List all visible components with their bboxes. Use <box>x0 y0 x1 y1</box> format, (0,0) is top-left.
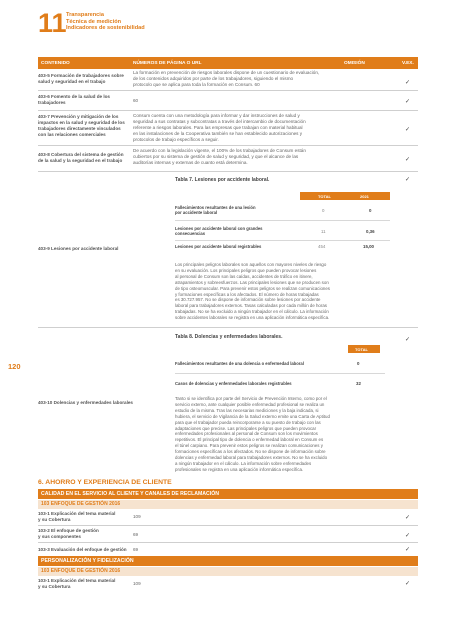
table-7-row-label-line: Fallecimientos resultantes de una lesión <box>175 205 256 210</box>
dolencias-text-line: para que el trabajador pueda reincorporarse a su puesto de trabajo con las <box>175 419 321 425</box>
table-8-header <box>348 345 380 353</box>
check-icon: ✓ <box>405 515 411 521</box>
lesiones-text-line: atrapamientos y sobreesfuerzos. Las principales lesiones que se producen son <box>175 279 329 285</box>
row-label <box>38 152 124 164</box>
row-text <box>133 113 306 143</box>
lesiones-text <box>175 262 330 321</box>
row-divider <box>38 171 418 172</box>
lesiones-text-line: laboral para trabajadores externos. Tasas calculadas por cada millón de horas <box>175 303 327 309</box>
check-icon: ✓ <box>405 177 411 183</box>
row-label-line: 403-6 Fomento de la salud de los <box>38 94 110 99</box>
row-divider <box>38 542 418 543</box>
row-label-line: 103-3 Evaluación del enfoque de gestión <box>38 547 127 552</box>
row-label <box>38 114 125 138</box>
row-text-line: Consum cuenta con una metodología para informar y dar instrucciones de salud y <box>133 113 300 118</box>
row-text-line: La formación en prevención de riesgos laborales dispone de un cuestionario de evaluación, <box>133 70 320 75</box>
section-subband: 103 ENFOQUE DE GESTIÓN 2016 <box>38 567 418 576</box>
table-7-row-label-line: consecuencias <box>175 231 206 237</box>
dolencias-text-line: servicio externo, ante cualquier posible enfermedad profesional se realiza un <box>175 401 325 407</box>
column-header-year: 2021 <box>360 194 369 199</box>
row-divider <box>38 90 418 91</box>
table-7-value: 0 <box>369 208 372 213</box>
row-value: 109 <box>133 581 141 586</box>
dolencias-text-line: el túnel carpiano. Para prevenir estos peligros se realizan comunicaciones y <box>175 443 323 449</box>
row-text <box>133 70 319 88</box>
row-label <box>38 547 127 553</box>
row-text <box>133 148 306 166</box>
table-8-value: 0 <box>357 361 360 366</box>
lesiones-text-line: de tipo osteomuscular. Para prevenir estos peligros se realizan comunicaciones <box>175 285 330 291</box>
check-icon: ✓ <box>405 157 411 163</box>
row-label-line: 403-5 Formación de trabajadores sobre <box>38 73 124 78</box>
dolencias-text-line: estudio de la misma. Tras las necesarias mediciones y la baja indicada, si <box>175 407 319 413</box>
row-label-line: salud y seguridad en el trabajo <box>38 79 106 84</box>
row-label-line: 403-8 Cobertura del sistema de gestión <box>38 152 124 157</box>
lesiones-text-line: trabajadas. No se ha excluido a ningún trabajador en el cálculo. La información <box>175 309 329 315</box>
row-label-line: trabajadores directamente vinculados <box>38 126 121 131</box>
table-8-divider <box>175 373 385 374</box>
row-text-line: protocolos de trabajo específicos a seguir. <box>133 137 219 142</box>
row-text <box>133 98 138 104</box>
row-label-line: 103-1 Explicación del tema material <box>38 578 116 583</box>
lesiones-text-line: sobre accidentes laborales se registra en una aplicación informática específica. <box>175 315 330 321</box>
row-divider <box>38 145 418 146</box>
check-icon: ✓ <box>405 581 411 587</box>
row-text-line: en las instalaciones de la Cooperativa también se han establecido autorizaciones y <box>133 131 303 136</box>
table-8-title: Tabla 8. Dolencias y enfermedades laborales. <box>175 334 283 340</box>
column-header-paginas: NÚMEROS DE PÁGINA O URL <box>133 60 202 66</box>
row-label-line: y su Cobertura <box>38 517 71 522</box>
dolencias-text-line: Tanto si se identifica por parte del Servicio de Prevención Interno, como por el <box>175 396 327 401</box>
row-divider <box>38 110 418 111</box>
check-icon: ✓ <box>405 99 411 105</box>
row-label-line: con las relaciones comerciales <box>38 132 106 137</box>
chapter-line: Transparencia <box>66 12 104 18</box>
column-header-total: TOTAL <box>318 194 331 199</box>
dolencias-text-line: formaciones específicas a los afectados. No se dispone de información sobre <box>175 449 326 455</box>
check-icon: ✓ <box>405 337 411 343</box>
row-text-line: auditorías internas y externas de cuanto está determina. <box>133 160 248 165</box>
check-icon: ✓ <box>405 533 411 539</box>
dolencias-text-line: repetitivos. El principal tipo de dolencia o enfermedad laboral en Consum es <box>175 437 324 443</box>
dolencias-text-line: adaptaciones que precise. Las principales peligros que pueden provocar <box>175 425 317 431</box>
column-header-total: TOTAL <box>355 347 368 352</box>
lesiones-text-line: Los principales peligros laborales son aquellos con mayores niveles de riesgo <box>175 262 327 267</box>
table-7-title: Tabla 7. Lesiones por accidente laboral. <box>175 177 270 183</box>
row-label-line: 103-2 El enfoque de gestión <box>38 528 99 533</box>
table-8-row-label: Casos de dolencias y enfermedades laborales registrables <box>175 381 292 386</box>
table-8-row-label: Fallecimientos resultantes de una dolencia o enfermedad laboral <box>175 361 304 366</box>
table-7-row-label-line: Lesiones por accidente laboral registrables <box>175 244 262 249</box>
table-7-value: 0 <box>322 208 325 213</box>
chapter-line: Indicadores de sostenibilidad <box>66 25 145 32</box>
row-label <box>38 528 99 540</box>
row-text-line: cubiertos por su sistema de gestión de salud y seguridad, y que el alcance de las <box>133 154 299 159</box>
column-header-omision: OMISIÓN <box>344 60 365 66</box>
lesiones-text-line: al personal de Consum son las caídas, accidentes de tráfico en itinere, <box>175 273 313 279</box>
row-label-line: de la salud y la seguridad en el trabajo <box>38 158 123 163</box>
row-text-line: de los contenidos adquiridos por parte de los trabajadores, siguiendo el mismo <box>133 76 294 81</box>
lesiones-text-line: y formaciones específicas a los afectados. El número de horas trabajadas <box>175 291 319 297</box>
column-header-contenido: CONTENIDO <box>41 60 70 66</box>
row-text-line: 60 <box>133 98 139 103</box>
row-label-line: 403-7 Prevención y mitigación de los <box>38 114 119 119</box>
section-band: CALIDAD EN EL SERVICIO AL CLIENTE Y CANALES DE RECLAMACIÓN <box>38 489 418 499</box>
table-7-row-label-line: Lesiones por accidente laboral con grandes <box>175 226 263 231</box>
chapter-titles <box>66 12 266 32</box>
table-7-row-label <box>175 244 261 249</box>
section-title: 6. AHORRO Y EXPERIENCIA DE CLIENTE <box>38 479 172 486</box>
row-text-line: De acuerdo con la legislación vigente, el 100% de los trabajadores de Consum están <box>133 148 306 153</box>
dolencias-text-line: a ningún trabajador en el cálculo. La información sobre enfermedades <box>175 460 312 466</box>
table-7-value: 15,00 <box>363 244 374 249</box>
row-label-403-10: 403-10 Dolencias y enfermedades laborales <box>38 400 133 405</box>
dolencias-text-line: profesionales se registra en una aplicación informática específica. <box>175 466 304 472</box>
row-text-line: protocolo que se aplica para toda la formación en Consum. 60 <box>133 82 260 87</box>
row-label-line: trabajadores <box>38 100 66 105</box>
row-label-line: impactos en la salud y seguridad de los <box>38 120 125 125</box>
table-7-divider <box>175 240 390 241</box>
row-label <box>38 511 115 523</box>
table-7-row-label-line: por accidente laboral <box>175 210 218 216</box>
row-divider <box>38 525 418 526</box>
row-text-line: referente a riesgos laborales. Para las empresas que trabajan con material habitual <box>133 125 303 130</box>
table-7-value: 0,36 <box>366 229 375 234</box>
check-icon: ✓ <box>405 547 411 553</box>
row-label <box>38 94 110 106</box>
lesiones-text-line: es 30.727.957. No se dispone de información sobre lesiones por accidente <box>175 297 321 303</box>
check-icon: ✓ <box>405 80 411 86</box>
row-divider <box>38 327 418 328</box>
table-7-header <box>300 192 390 200</box>
section-band: PERSONALIZACIÓN Y FIDELIZACIÓN <box>38 556 418 566</box>
row-value: 69 <box>133 532 139 537</box>
row-label-line: y sus componentes <box>38 534 81 539</box>
chapter-number: 11 <box>38 8 67 38</box>
table-7-row-label <box>175 205 256 216</box>
dolencias-text-line: dolencias y enfermedad laboral para trabajadores externos. No se ha excluido <box>175 455 328 461</box>
dolencias-text <box>175 396 330 473</box>
check-icon: ✓ <box>405 127 411 133</box>
row-value: 109 <box>133 514 141 519</box>
row-label <box>38 73 124 85</box>
table-header <box>38 57 418 69</box>
row-label-403-9: 403-9 Lesiones por accidente laboral <box>38 246 119 251</box>
row-label-line: 103-1 Explicación del tema material <box>38 511 116 516</box>
table-7-divider <box>175 220 390 221</box>
table-7-row-label <box>175 226 263 237</box>
row-text-line: seguridad a sus contratas y subcontratas a través del intercambio de documentación <box>133 119 306 124</box>
table-7-value: 11 <box>321 229 326 234</box>
row-value: 69 <box>133 547 139 552</box>
section-subband: 103 ENFOQUE DE GESTIÓN 2016 <box>38 500 418 509</box>
column-header-vex: V.EX. <box>402 60 414 66</box>
page-number: 120 <box>8 362 21 371</box>
lesiones-text-line: en su evaluación. Los principales peligros que pueden provocar lesiones <box>175 267 317 273</box>
chapter-line: Técnica de medición <box>66 18 122 25</box>
row-label <box>38 578 115 590</box>
row-label-line: y su Cobertura <box>38 584 71 589</box>
table-7-value: 454 <box>318 244 326 249</box>
dolencias-text-line: hubiera, el servicio de Vigilancia de la Salud externo emite una Carta de Aptitud <box>175 413 330 419</box>
table-8-value: 32 <box>356 381 361 386</box>
dolencias-text-line: enfermedades profesionales al personal de Consum son los movimientos <box>175 431 318 437</box>
